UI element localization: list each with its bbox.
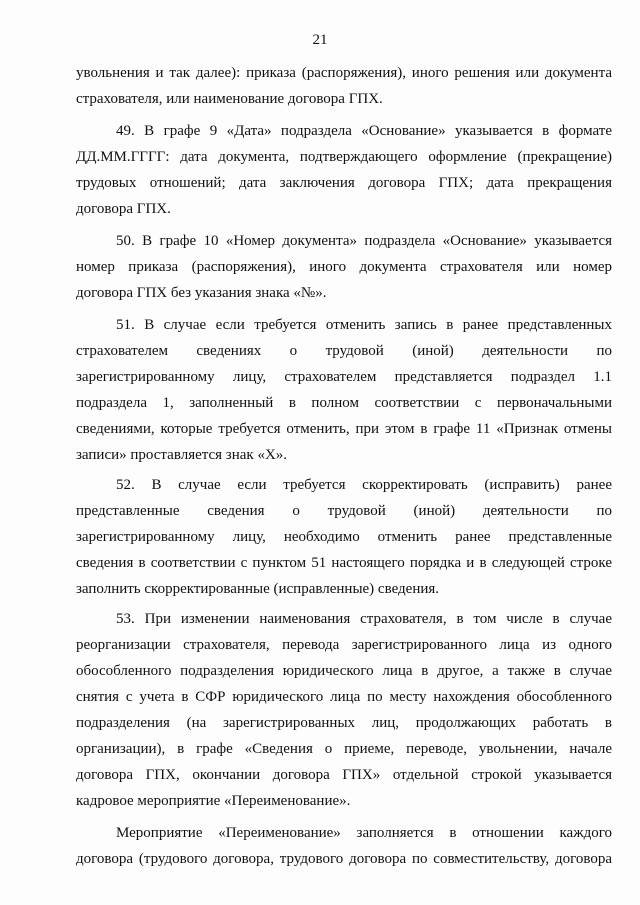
paragraph-51	[76, 312, 612, 468]
text-line: реорганизации страхователя, перевода зарегистрированного лица из одного	[76, 637, 612, 653]
text-line: организации), в графе «Сведения о приеме, переводе, увольнении, начале	[76, 741, 612, 757]
text-line: кадровое мероприятие «Переименование».	[76, 793, 351, 809]
page-number: 21	[312, 32, 328, 48]
text-line: 50. В графе 10 «Номер документа» подраздела «Основание» указывается	[116, 233, 612, 249]
text-line: ДД.ММ.ГГГГ: дата документа, подтверждающего оформление (прекращение)	[76, 149, 612, 165]
paragraph-continuation	[76, 60, 612, 112]
text-line: договора ГПХ без указания знака «№».	[76, 285, 327, 301]
text-line: записи» проставляется знак «Х».	[76, 447, 288, 463]
text-line: обособленного подразделения юридического лица в другое, а также в случае	[76, 663, 612, 679]
paragraph-53	[76, 606, 612, 814]
text-line: договора (трудового договора, трудового договора по совместительству, договора	[76, 851, 612, 867]
text-line: подраздела 1, заполненный в полном соответствии с первоначальными	[76, 395, 612, 411]
text-line: 53. При изменении наименования страхователя, в том числе в случае	[116, 611, 612, 627]
paragraph-49	[76, 118, 612, 222]
text-line: зарегистрированному лицу, страхователем представляется подраздел 1.1	[76, 369, 612, 385]
paragraph-53-continuation	[76, 820, 612, 872]
text-line: номер приказа (распоряжения), иного документа страхователя или номер	[76, 259, 612, 275]
text-line: договора ГПХ, окончании договора ГПХ» отдельной строкой указывается	[76, 767, 612, 783]
text-line: Мероприятие «Переименование» заполняется в отношении каждого	[116, 825, 612, 841]
text-line: увольнения и так далее): приказа (распоряжения), иного решения или документа	[76, 65, 612, 81]
text-line: 49. В графе 9 «Дата» подраздела «Основание» указывается в формате	[116, 123, 612, 139]
text-line: страхователя, или наименование договора ГПХ.	[76, 91, 383, 107]
text-line: зарегистрированному лицу, необходимо отменить ранее представленные	[76, 529, 612, 545]
text-line: страхователем сведениях о трудовой (иной) деятельности по	[76, 343, 612, 359]
text-line: подразделения (на зарегистрированных лиц, продолжающих работать в	[76, 715, 612, 731]
text-line: снятия с учета в СФР юридического лица по месту нахождения обособленного	[76, 689, 612, 705]
text-line: 52. В случае если требуется скорректировать (исправить) ранее	[116, 477, 612, 493]
text-line: заполнить скорректированные (исправленные) сведения.	[76, 581, 440, 597]
paragraph-50	[76, 228, 612, 306]
text-line: 51. В случае если требуется отменить запись в ранее представленных	[116, 317, 612, 333]
text-line: сведения в соответствии с пунктом 51 настоящего порядка и в следующей строке	[76, 555, 612, 571]
text-line: трудовых отношений; дата заключения договора ГПХ; дата прекращения	[76, 175, 612, 191]
text-line: договора ГПХ.	[76, 201, 171, 217]
document-body	[76, 60, 612, 872]
paragraph-52	[76, 472, 612, 602]
text-line: сведениями, которые требуется отменить, при этом в графе 11 «Признак отмены	[76, 421, 612, 437]
text-line: представленные сведения о трудовой (иной) деятельности по	[76, 503, 612, 519]
